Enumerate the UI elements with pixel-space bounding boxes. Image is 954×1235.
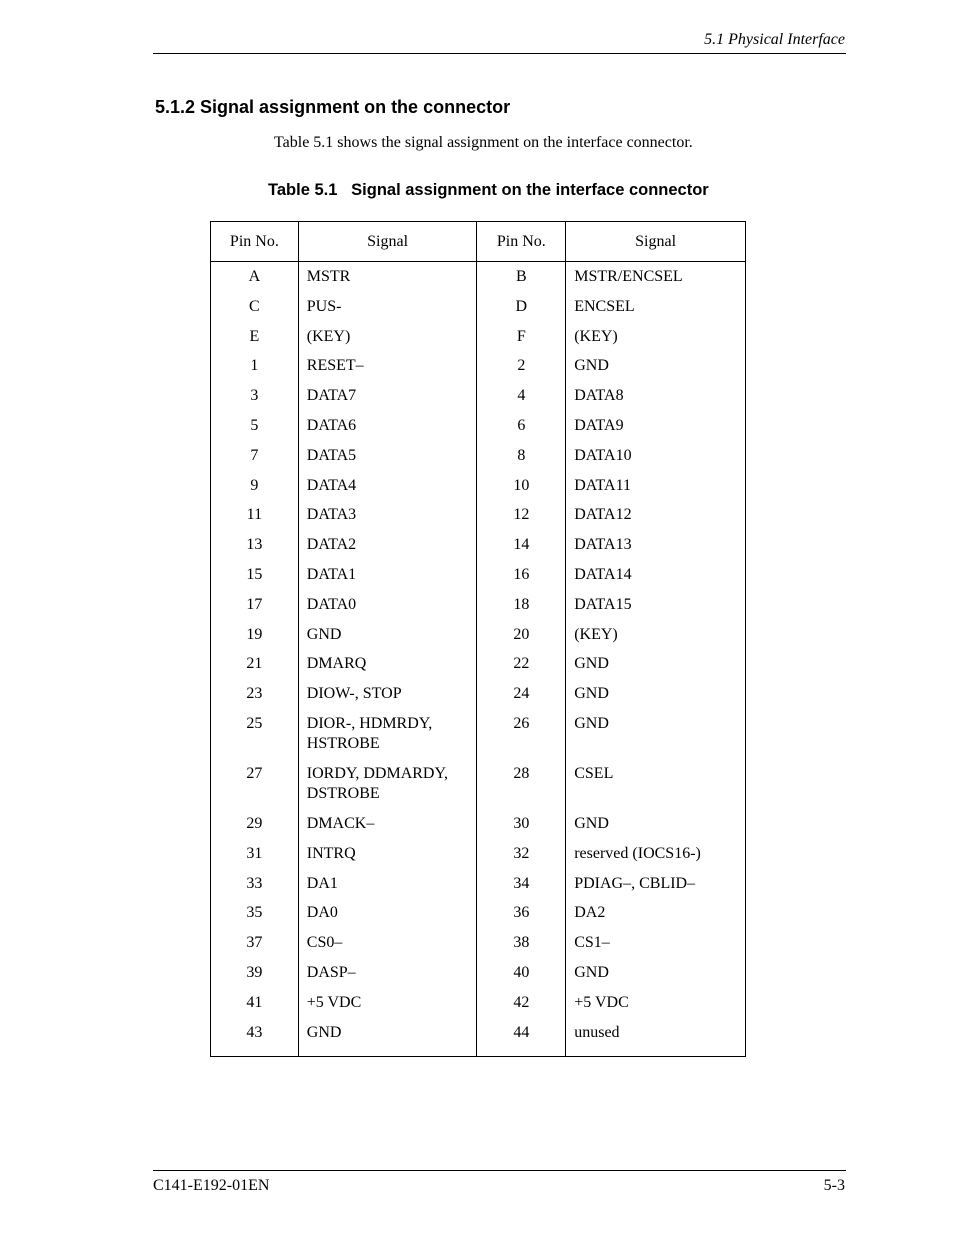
- signal-name-cell: DATA5: [298, 446, 477, 476]
- table-caption: Table 5.1 Signal assignment on the interface connector: [268, 181, 709, 199]
- pin-number-cell: 22: [477, 654, 566, 684]
- signal-name-cell: DATA15: [566, 595, 746, 625]
- pin-number-cell: 10: [477, 476, 566, 506]
- signal-name-cell: IORDY, DDMARDY, DSTROBE: [298, 764, 477, 814]
- table-row: [211, 505, 746, 535]
- signal-name-cell: GND: [566, 714, 746, 764]
- signal-name-cell: DATA6: [298, 416, 477, 446]
- pin-number-cell: 8: [477, 446, 566, 476]
- table-row: [211, 262, 746, 297]
- table-row: [211, 446, 746, 476]
- signal-name-cell: (KEY): [566, 327, 746, 357]
- pin-number-cell: B: [477, 262, 566, 297]
- pin-number-cell: 3: [211, 386, 299, 416]
- pin-number-cell: 11: [211, 505, 299, 535]
- signal-name-cell: DATA2: [298, 535, 477, 565]
- pin-number-cell: 6: [477, 416, 566, 446]
- pin-number-cell: 42: [477, 993, 566, 1023]
- signal-name-cell: GND: [566, 814, 746, 844]
- pin-number-cell: 17: [211, 595, 299, 625]
- pin-number-cell: D: [477, 297, 566, 327]
- pin-number-cell: 15: [211, 565, 299, 595]
- pin-number-cell: 38: [477, 933, 566, 963]
- pin-number-cell: 35: [211, 903, 299, 933]
- column-header-pin: Pin No.: [477, 222, 566, 262]
- signal-name-cell: DATA3: [298, 505, 477, 535]
- signal-name-cell: DATA7: [298, 386, 477, 416]
- section-heading: 5.1.2 Signal assignment on the connector: [155, 97, 511, 117]
- pin-number-cell: 32: [477, 844, 566, 874]
- signal-name-cell: DA0: [298, 903, 477, 933]
- signal-name-cell: PUS-: [298, 297, 477, 327]
- table-row: [211, 1023, 746, 1057]
- table-row: [211, 933, 746, 963]
- signal-name-cell: unused: [566, 1023, 746, 1057]
- pin-number-cell: C: [211, 297, 299, 327]
- signal-name-cell: CSEL: [566, 764, 746, 814]
- column-header-pin: Pin No.: [211, 222, 299, 262]
- table-row: [211, 903, 746, 933]
- table-row: [211, 416, 746, 446]
- page-number: 5-3: [823, 1177, 845, 1194]
- pin-number-cell: 16: [477, 565, 566, 595]
- signal-name-cell: GND: [298, 1023, 477, 1057]
- table-row: [211, 297, 746, 327]
- column-header-signal: Signal: [298, 222, 477, 262]
- signal-name-cell: DATA10: [566, 446, 746, 476]
- pin-number-cell: 43: [211, 1023, 299, 1057]
- pin-number-cell: 30: [477, 814, 566, 844]
- pin-number-cell: 24: [477, 684, 566, 714]
- table-row: [211, 476, 746, 506]
- table-row: [211, 625, 746, 655]
- pin-number-cell: 41: [211, 993, 299, 1023]
- table-body: [211, 262, 746, 1057]
- pin-number-cell: 31: [211, 844, 299, 874]
- pin-number-cell: 25: [211, 714, 299, 764]
- signal-name-cell: +5 VDC: [298, 993, 477, 1023]
- pin-number-cell: 20: [477, 625, 566, 655]
- document-id: C141-E192-01EN: [153, 1177, 270, 1194]
- pin-number-cell: 40: [477, 963, 566, 993]
- table-header-row: [211, 222, 746, 262]
- pin-number-cell: 12: [477, 505, 566, 535]
- pin-number-cell: 27: [211, 764, 299, 814]
- signal-name-cell: GND: [566, 684, 746, 714]
- signal-table: [210, 221, 746, 1057]
- signal-name-cell: DATA12: [566, 505, 746, 535]
- signal-name-cell: reserved (IOCS16-): [566, 844, 746, 874]
- signal-name-cell: DATA14: [566, 565, 746, 595]
- pin-number-cell: 21: [211, 654, 299, 684]
- signal-name-cell: DIOR-, HDMRDY, HSTROBE: [298, 714, 477, 764]
- pin-number-cell: 13: [211, 535, 299, 565]
- running-head: 5.1 Physical Interface: [704, 31, 845, 48]
- signal-name-cell: DATA0: [298, 595, 477, 625]
- pin-number-cell: 26: [477, 714, 566, 764]
- signal-name-cell: DATA1: [298, 565, 477, 595]
- signal-name-cell: DATA8: [566, 386, 746, 416]
- signal-name-cell: DA1: [298, 874, 477, 904]
- pin-number-cell: 29: [211, 814, 299, 844]
- signal-name-cell: (KEY): [566, 625, 746, 655]
- pin-number-cell: 7: [211, 446, 299, 476]
- table-row: [211, 714, 746, 764]
- intro-paragraph: Table 5.1 shows the signal assignment on the interface connector.: [274, 134, 693, 151]
- signal-name-cell: DIOW-, STOP: [298, 684, 477, 714]
- pin-number-cell: 5: [211, 416, 299, 446]
- table-row: [211, 654, 746, 684]
- signal-name-cell: ENCSEL: [566, 297, 746, 327]
- signal-name-cell: DATA11: [566, 476, 746, 506]
- table-row: [211, 963, 746, 993]
- signal-name-cell: CS1–: [566, 933, 746, 963]
- signal-name-cell: +5 VDC: [566, 993, 746, 1023]
- table-row: [211, 814, 746, 844]
- table-row: [211, 684, 746, 714]
- column-header-signal: Signal: [566, 222, 746, 262]
- table-row: [211, 327, 746, 357]
- pin-number-cell: 28: [477, 764, 566, 814]
- signal-name-cell: (KEY): [298, 327, 477, 357]
- table-row: [211, 993, 746, 1023]
- pin-number-cell: 37: [211, 933, 299, 963]
- pin-number-cell: 23: [211, 684, 299, 714]
- pin-number-cell: 4: [477, 386, 566, 416]
- table-row: [211, 386, 746, 416]
- pin-number-cell: A: [211, 262, 299, 297]
- signal-name-cell: PDIAG–, CBLID–: [566, 874, 746, 904]
- table-row: [211, 356, 746, 386]
- signal-name-cell: MSTR/ENCSEL: [566, 262, 746, 297]
- pin-number-cell: 9: [211, 476, 299, 506]
- signal-name-cell: DA2: [566, 903, 746, 933]
- signal-name-cell: GND: [566, 654, 746, 684]
- pin-number-cell: 14: [477, 535, 566, 565]
- signal-name-cell: DASP–: [298, 963, 477, 993]
- signal-name-cell: RESET–: [298, 356, 477, 386]
- pin-number-cell: 34: [477, 874, 566, 904]
- pin-number-cell: F: [477, 327, 566, 357]
- pin-number-cell: 1: [211, 356, 299, 386]
- table-row: [211, 764, 746, 814]
- signal-name-cell: GND: [566, 356, 746, 386]
- pin-number-cell: E: [211, 327, 299, 357]
- table-row: [211, 535, 746, 565]
- pin-number-cell: 18: [477, 595, 566, 625]
- pin-number-cell: 36: [477, 903, 566, 933]
- table-row: [211, 565, 746, 595]
- pin-number-cell: 2: [477, 356, 566, 386]
- signal-name-cell: CS0–: [298, 933, 477, 963]
- pin-number-cell: 33: [211, 874, 299, 904]
- signal-name-cell: INTRQ: [298, 844, 477, 874]
- signal-name-cell: DATA9: [566, 416, 746, 446]
- pin-number-cell: 44: [477, 1023, 566, 1057]
- footer-rule: [153, 1170, 846, 1171]
- signal-name-cell: MSTR: [298, 262, 477, 297]
- table-row: [211, 874, 746, 904]
- pin-number-cell: 39: [211, 963, 299, 993]
- table-row: [211, 595, 746, 625]
- signal-name-cell: GND: [566, 963, 746, 993]
- signal-name-cell: GND: [298, 625, 477, 655]
- signal-name-cell: DATA13: [566, 535, 746, 565]
- header-rule: [153, 53, 846, 54]
- pin-number-cell: 19: [211, 625, 299, 655]
- signal-name-cell: DATA4: [298, 476, 477, 506]
- table-row: [211, 844, 746, 874]
- signal-name-cell: DMARQ: [298, 654, 477, 684]
- signal-name-cell: DMACK–: [298, 814, 477, 844]
